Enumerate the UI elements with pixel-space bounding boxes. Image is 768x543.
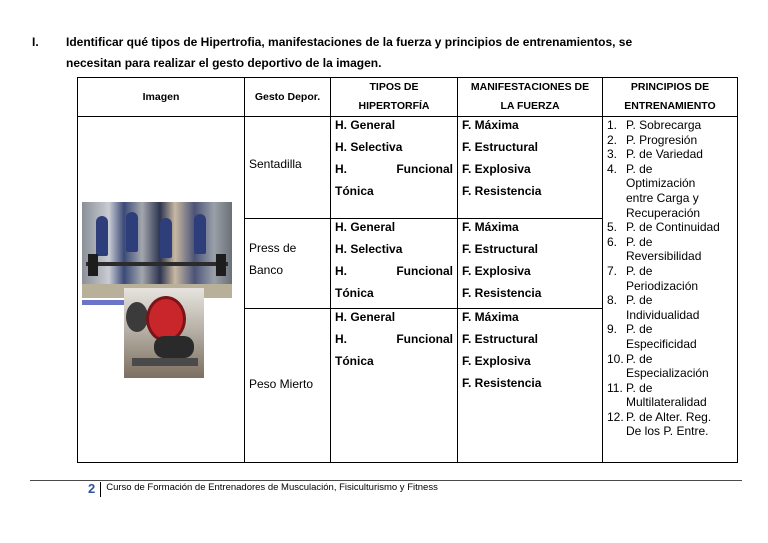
- gesto-label: Sentadilla: [249, 157, 302, 171]
- principio-line: Reversibilidad: [626, 249, 702, 264]
- tipos-item: H. Selectiva: [335, 140, 403, 154]
- manif-item: F. Máxima: [462, 220, 519, 234]
- principios-list: [607, 118, 735, 439]
- training-table: [77, 77, 738, 463]
- principio-text: [626, 381, 735, 410]
- principio-item: [607, 235, 735, 264]
- principio-text: [626, 293, 735, 322]
- manif-item: F. Estructural: [462, 242, 539, 256]
- image-cell: [78, 117, 245, 463]
- principio-item: [607, 352, 735, 381]
- principio-line: P. de Alter. Reg.: [626, 409, 712, 424]
- tipos-item: H. Funcional: [335, 332, 453, 346]
- principio-number: 7.: [607, 263, 618, 278]
- tipos-item: Tónica: [335, 286, 374, 300]
- tipos-cell: [331, 309, 458, 463]
- page-number: 2: [88, 482, 101, 497]
- principio-line: P. de: [626, 322, 653, 337]
- principio-number: 2.: [607, 132, 618, 147]
- header-manif-line2: LA FUERZA: [500, 100, 560, 112]
- principio-number: 11.: [607, 380, 623, 395]
- tipos-item: H. General: [335, 310, 396, 324]
- principio-line: Periodización: [626, 278, 699, 293]
- gesto-label: Banco: [249, 263, 284, 277]
- principio-number: 8.: [607, 293, 618, 308]
- principio-line: P. Progresión: [626, 132, 698, 147]
- manif-item: F. Resistencia: [462, 184, 542, 198]
- manif-item: F. Explosiva: [462, 354, 531, 368]
- principio-item: [607, 322, 735, 351]
- page-footer: [88, 482, 438, 497]
- header-gesto: Gesto Depor.: [245, 78, 331, 117]
- principio-line: entre Carga y: [626, 190, 699, 205]
- tipos-item: H. General: [335, 220, 396, 234]
- manifestaciones-cell: [458, 219, 603, 309]
- principio-line: Individualidad: [626, 307, 700, 322]
- principio-text: [626, 133, 735, 148]
- table-row: [78, 117, 738, 219]
- principio-number: 5.: [607, 220, 618, 235]
- principio-item: [607, 410, 735, 439]
- manifestaciones-cell: [458, 117, 603, 219]
- principio-line: P. de: [626, 263, 653, 278]
- gesto-cell: [245, 117, 331, 219]
- tipos-item: H. General: [335, 118, 396, 132]
- question-line-1: Identificar qué tipos de Hipertrofia, manifestaciones de la fuerza y principios de entrenamientos, se: [66, 35, 633, 49]
- manif-item: F. Resistencia: [462, 286, 542, 300]
- principios-cell: [603, 117, 738, 463]
- header-principios: [603, 78, 738, 117]
- principio-item: [607, 147, 735, 162]
- principio-text: [626, 147, 735, 162]
- principio-line: Especificidad: [626, 336, 697, 351]
- principio-line: Optimización: [626, 176, 696, 191]
- principio-text: [626, 220, 735, 235]
- header-manif-line1: MANIFESTACIONES DE: [470, 81, 590, 93]
- principio-item: [607, 264, 735, 293]
- footer-divider: [30, 480, 742, 481]
- principio-item: [607, 220, 735, 235]
- principio-item: [607, 133, 735, 148]
- principio-line: De los P. Entre.: [626, 424, 709, 439]
- principio-line: P. Sobrecarga: [626, 118, 702, 132]
- principio-number: 10.: [607, 351, 624, 366]
- principio-line: Especialización: [626, 366, 709, 381]
- manifestaciones-cell: [458, 309, 603, 463]
- principio-line: P. de: [626, 234, 653, 249]
- principio-item: [607, 293, 735, 322]
- manif-item: F. Resistencia: [462, 376, 542, 390]
- bench-press-photo: [124, 288, 204, 378]
- principio-item: [607, 381, 735, 410]
- manif-item: F. Estructural: [462, 332, 539, 346]
- manif-item: F. Estructural: [462, 140, 539, 154]
- manif-item: F. Explosiva: [462, 162, 531, 176]
- gesto-label: Press de: [249, 241, 297, 255]
- header-imagen: Imagen: [78, 78, 245, 117]
- principio-text: [626, 235, 735, 264]
- question-text: [66, 32, 726, 74]
- principio-text: [626, 410, 735, 439]
- manif-item: F. Explosiva: [462, 264, 531, 278]
- principio-number: 12.: [607, 409, 624, 424]
- header-tipos: [331, 78, 458, 117]
- principio-line: P. de: [626, 161, 653, 176]
- tipos-item: H. Selectiva: [335, 242, 403, 256]
- header-row: [78, 78, 738, 117]
- principio-number: 4.: [607, 161, 618, 176]
- principio-line: Recuperación: [626, 205, 701, 220]
- footer-text: Curso de Formación de Entrenadores de Musculación, Fisiculturismo y Fitness: [106, 482, 438, 493]
- principio-text: [626, 322, 735, 351]
- principio-number: 3.: [607, 147, 618, 162]
- header-princ-line1: PRINCIPIOS DE: [630, 81, 710, 93]
- tipos-cell: [331, 219, 458, 309]
- question-number: I.: [32, 35, 39, 49]
- principio-line: P. de Variedad: [626, 147, 703, 162]
- manif-item: F. Máxima: [462, 118, 519, 132]
- tipos-item: H. Funcional: [335, 162, 453, 176]
- principio-line: P. de: [626, 293, 653, 308]
- header-tipos-line1: TIPOS DE: [369, 81, 419, 93]
- gesto-cell: [245, 219, 331, 309]
- gesto-label: Peso Mierto: [249, 377, 314, 391]
- header-princ-line2: ENTRENAMIENTO: [624, 100, 716, 112]
- principio-item: [607, 118, 735, 133]
- tipos-cell: [331, 117, 458, 219]
- principio-item: [607, 162, 735, 220]
- question-line-2: necesitan para realizar el gesto deportivo de la imagen.: [66, 56, 382, 70]
- tipos-item: Tónica: [335, 354, 374, 368]
- principio-line: Multilateralidad: [626, 395, 707, 410]
- gesto-cell: [245, 309, 331, 463]
- principio-text: [626, 118, 735, 133]
- exercise-photos: [82, 202, 232, 378]
- manif-item: F. Máxima: [462, 310, 519, 324]
- squat-deadlift-photo: [82, 202, 232, 298]
- principio-text: [626, 352, 735, 381]
- principio-number: 9.: [607, 322, 618, 337]
- principio-line: P. de: [626, 380, 653, 395]
- principio-text: [626, 264, 735, 293]
- tipos-item: Tónica: [335, 184, 374, 198]
- header-tipos-line2: HIPERTORFÍA: [358, 100, 430, 112]
- header-manifestaciones: [458, 78, 603, 117]
- principio-line: P. de: [626, 351, 653, 366]
- principio-number: 1.: [607, 118, 618, 132]
- principio-text: [626, 162, 735, 220]
- tipos-item: H. Funcional: [335, 264, 453, 278]
- principio-number: 6.: [607, 234, 618, 249]
- principio-line: P. de Continuidad: [626, 220, 720, 235]
